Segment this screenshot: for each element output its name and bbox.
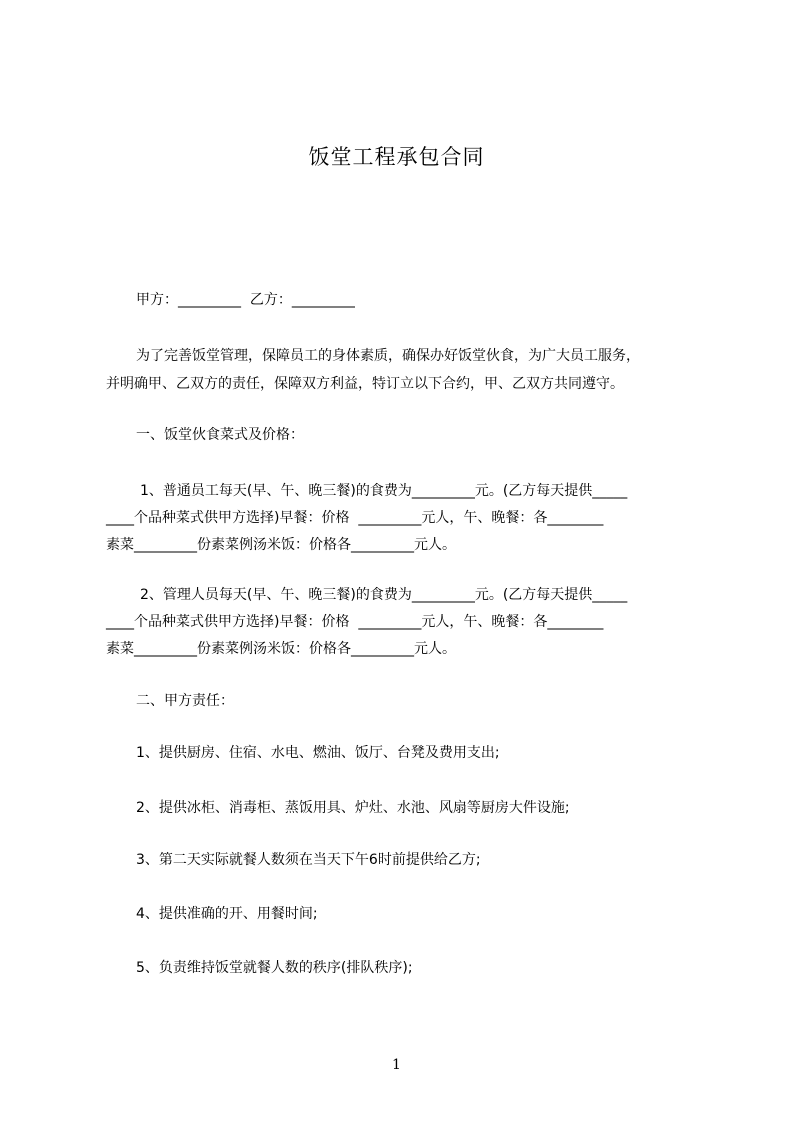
- page-number: 1: [392, 1057, 401, 1073]
- section-heading-party-a-duties: 二、甲方责任：: [136, 693, 234, 709]
- intro-line-1: 为了完善饭堂管理，保障员工的身体素质，确保办好饭堂伙食，为广大员工服务，: [136, 348, 640, 364]
- responsibility-item: 4、提供准确的开、用餐时间;: [136, 906, 318, 922]
- responsibility-item: 5、负责维持饭堂就餐人数的秩序(排队秩序);: [136, 960, 413, 976]
- clause-1-line-1: 1、普通员工每天(早、午、晚三餐)的食费为_________元。(乙方每天提供_____: [140, 483, 628, 499]
- clause-1-line-2: ____个品种菜式供甲方选择)早餐：价格 _________元人，午、晚餐：各________: [106, 510, 604, 526]
- responsibility-item: 2、提供冰柜、消毒柜、蒸饭用具、炉灶、水池、风扇等厨房大件设施;: [136, 800, 570, 816]
- section-heading-menu-prices: 一、饭堂伙食菜式及价格：: [136, 427, 304, 443]
- document-title: 饭堂工程承包合同: [308, 145, 485, 169]
- responsibility-item: 3、第二天实际就餐人数须在当天下午6时前提供给乙方;: [136, 852, 481, 868]
- responsibility-item: 1、提供厨房、住宿、水电、燃油、饭厅、台凳及费用支出;: [136, 745, 500, 761]
- clause-2-line-2: ____个品种菜式供甲方选择)早餐：价格 _________元人，午、晚餐：各________: [106, 614, 604, 630]
- parties-line: 甲方：_________ 乙方：_________: [136, 292, 355, 308]
- clause-2-line-3: 素菜_________份素菜例汤米饭：价格各_________元人。: [106, 641, 456, 657]
- clause-1-line-3: 素菜_________份素菜例汤米饭：价格各_________元人。: [106, 537, 456, 553]
- intro-line-2: 并明确甲、乙双方的责任，保障双方利益，特订立以下合约，甲、乙双方共同遵守。: [106, 376, 624, 392]
- clause-2-line-1: 2、管理人员每天(早、午、晚三餐)的食费为_________元。(乙方每天提供_____: [140, 587, 628, 603]
